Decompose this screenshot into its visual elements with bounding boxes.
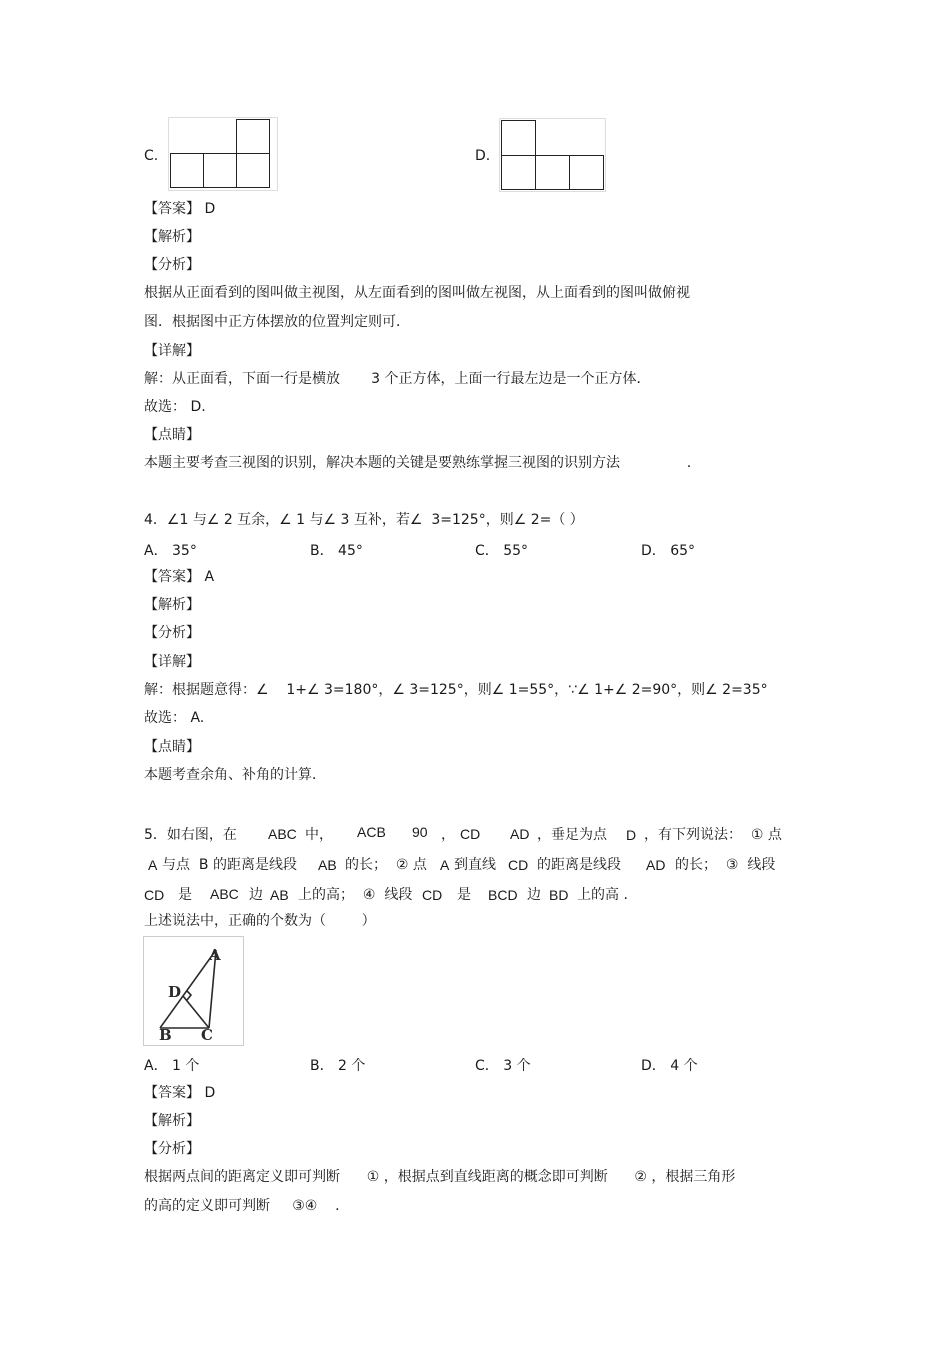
- q4-option-c: C． 55°: [475, 543, 529, 559]
- vertex-b-label: B: [159, 1026, 172, 1044]
- q5-l4: 上述说法中，正确的个数为（ ）: [144, 913, 376, 929]
- q5-option-c: C． 3 个: [475, 1058, 531, 1074]
- q5-l1-acb: ACB: [357, 824, 386, 840]
- q5-l1-D: D: [626, 827, 637, 843]
- q5-l1-cd: CD: [460, 826, 481, 842]
- q4-option-b: B． 45°: [310, 543, 363, 559]
- q5-l2-A: A: [148, 857, 158, 873]
- q4-option-d: D． 65°: [641, 543, 696, 559]
- q4-comment: 本题考查余角、补角的计算．: [144, 767, 326, 783]
- q3-xiangjie: 【详解】: [144, 343, 200, 359]
- q3-answer: 【答案】 D: [144, 201, 216, 217]
- q5-l3-ab: AB: [270, 887, 289, 903]
- q4-stem: 4．∠1 与∠ 2 互余，∠ 1 与∠ 3 互补，若∠ 3=125°，则∠ 2=（ ）: [144, 512, 584, 528]
- q5-option-d: D． 4 个: [641, 1058, 698, 1074]
- q5-l3-cd: CD: [144, 887, 165, 903]
- vertex-a-label: A: [209, 946, 221, 964]
- q5-l1-d: ，垂足为点: [537, 827, 607, 843]
- q5-jiexi: 【解析】: [144, 1113, 200, 1129]
- q5-l3-a: 是: [178, 887, 192, 903]
- q3-dianjing: 【点睛】: [144, 427, 200, 443]
- segment-cd: [183, 996, 209, 1028]
- q5-l3-cd2: CD: [422, 887, 443, 903]
- q5-l2-a: 与点 B 的距离是线段: [162, 857, 297, 873]
- vertex-d-label: D: [168, 983, 182, 1001]
- q5-l3-e: 边: [527, 887, 541, 903]
- q5-l3-c: 上的高； ④ 线段: [298, 887, 413, 903]
- q4-answer: 【答案】 A: [144, 569, 215, 585]
- q3-analysis-1: 根据从正面看到的图叫做主视图，从左面看到的图叫做左视图，从上面看到的图叫做俯视: [144, 285, 690, 301]
- q5-l2-c: 到直线: [454, 857, 496, 873]
- q5-l2-b: 的长； ② 点: [345, 857, 427, 873]
- q4-xiangjie: 【详解】: [144, 654, 200, 670]
- option-d-label: D.: [475, 148, 491, 164]
- q5-l1-90: 90: [412, 824, 428, 840]
- q3-fenxi: 【分析】: [144, 257, 200, 273]
- q5-l3-b: 边: [249, 887, 263, 903]
- q5-analysis-1: 根据两点间的距离定义即可判断 ① ，根据点到直线距离的概念即可判断 ② ，根据三角形: [144, 1169, 736, 1185]
- q5-l2-d: 的距离是线段: [537, 857, 621, 873]
- q5-l1-ad: AD: [510, 826, 530, 842]
- q5-l1-e: ，有下列说法： ① 点: [644, 827, 782, 843]
- q5-l3-abc: ABC: [210, 886, 239, 902]
- q5-l1-a: 5．如右图，在: [144, 827, 237, 843]
- q4-fenxi: 【分析】: [144, 625, 200, 641]
- q5-l3-d: 是: [457, 887, 471, 903]
- q5-option-b: B． 2 个: [310, 1058, 366, 1074]
- q5-answer: 【答案】 D: [144, 1085, 216, 1101]
- q5-fenxi: 【分析】: [144, 1141, 200, 1157]
- q4-dianjing: 【点睛】: [144, 739, 200, 755]
- q5-triangle-figure: [143, 936, 244, 1046]
- q5-l3-bd: BD: [549, 887, 569, 903]
- q5-l2-ab: AB: [318, 857, 337, 873]
- q5-l1-b: 中，: [305, 827, 333, 843]
- q3-jiexi: 【解析】: [144, 229, 200, 245]
- q5-l3-f: 上的高 .: [577, 887, 628, 903]
- q5-l1-c: ，: [441, 827, 455, 843]
- q3-detail: 解：从正面看，下面一行是横放 3 个正方体，上面一行最左边是一个正方体．: [144, 371, 651, 387]
- option-c-label: C.: [144, 148, 159, 164]
- q5-analysis-2: 的高的定义即可判断 ③④ .: [144, 1198, 340, 1214]
- q5-l2-cd: CD: [508, 857, 529, 873]
- q5-l2-e: 的长； ③ 线段: [675, 857, 776, 873]
- q5-l3-bcd: BCD: [488, 887, 518, 903]
- vertex-c-label: C: [201, 1026, 213, 1044]
- option-c-figure: [168, 117, 278, 191]
- q5-l2-ad: AD: [646, 857, 666, 873]
- q5-option-a: A． 1 个: [144, 1058, 200, 1074]
- q3-choice: 故选： D.: [144, 399, 206, 415]
- q5-l2-A2: A: [440, 857, 450, 873]
- option-d-figure: [499, 118, 606, 192]
- q4-choice: 故选： A.: [144, 710, 205, 726]
- q5-l1-abc: ABC: [268, 826, 297, 842]
- q3-analysis-2: 图．根据图中正方体摆放的位置判定则可．: [144, 314, 410, 330]
- q4-detail: 解：根据题意得：∠ 1+∠ 3=180°，∠ 3=125°，则∠ 1=55°，∵∠ 1+∠ 2=90°，则∠ 2=35°: [144, 682, 768, 698]
- q4-jiexi: 【解析】: [144, 597, 200, 613]
- q3-comment: 本题主要考查三视图的识别，解决本题的关键是要熟练掌握三视图的识别方法 .: [144, 455, 692, 471]
- right-angle-mark: [187, 991, 191, 1000]
- q4-option-a: A． 35°: [144, 543, 197, 559]
